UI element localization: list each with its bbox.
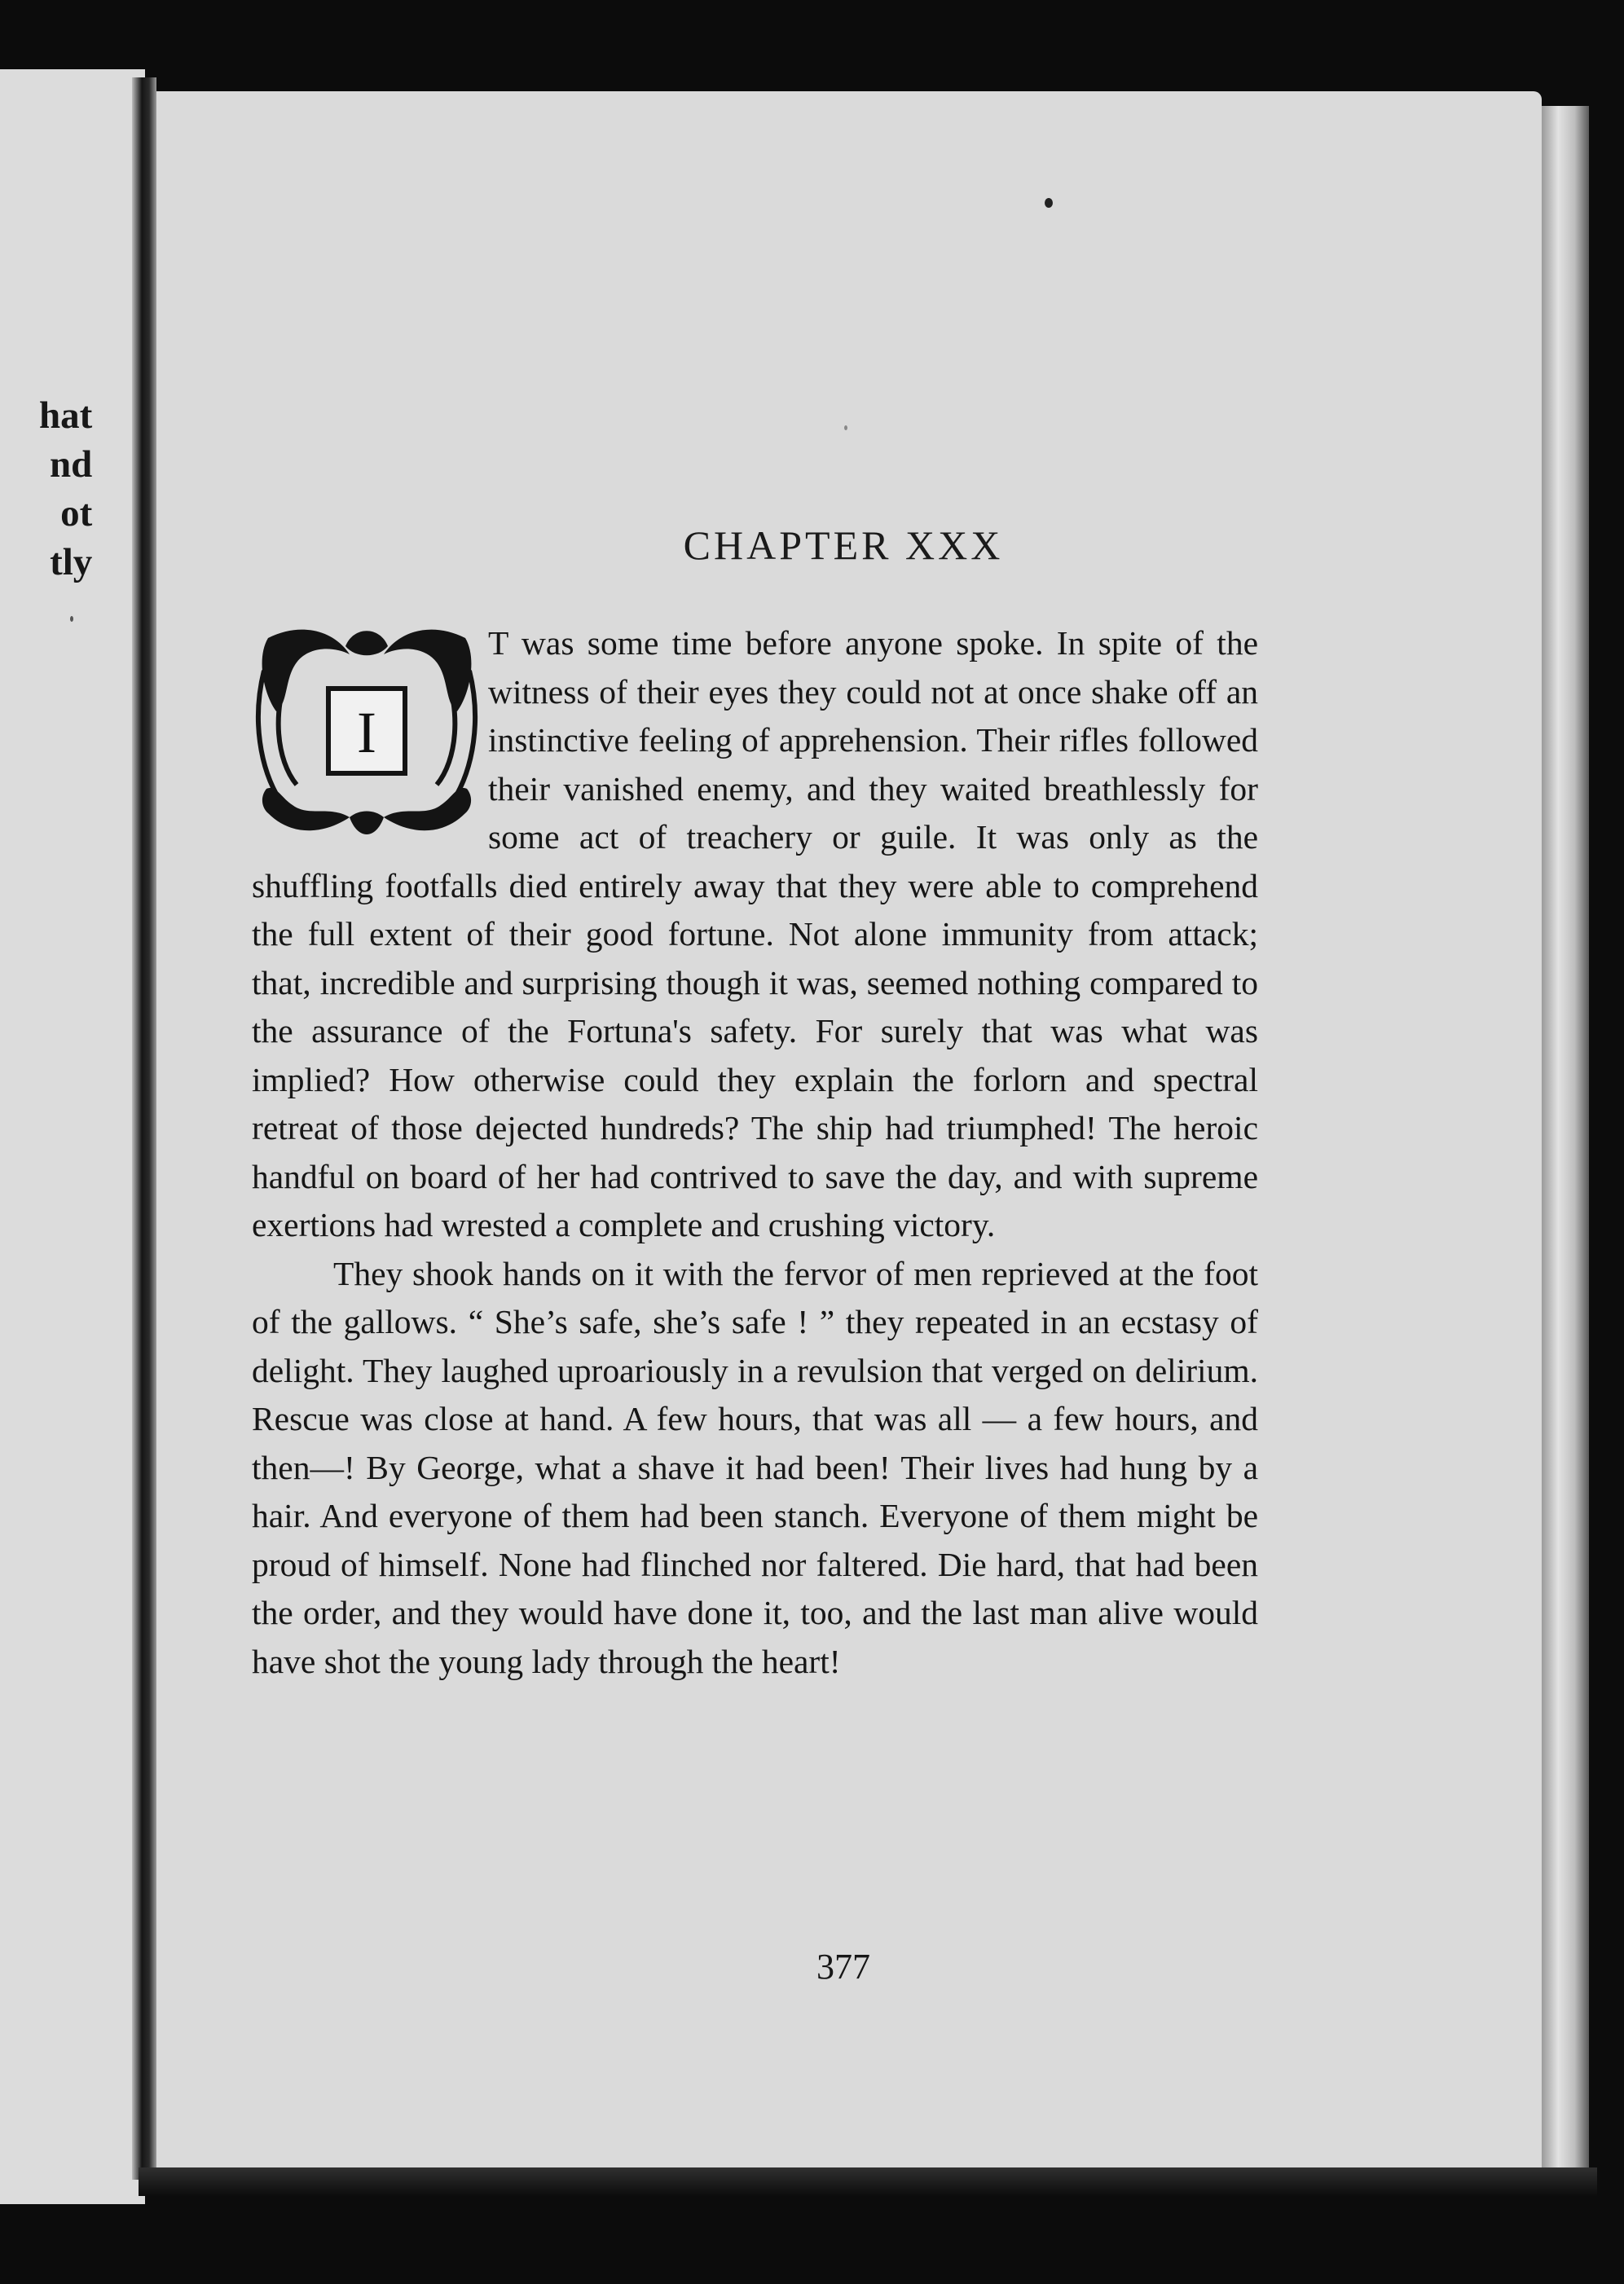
left-fragment: nd (50, 443, 93, 486)
ink-speck (1045, 198, 1053, 208)
left-page-text-fragments (39, 391, 92, 587)
left-fragment: hat (39, 394, 93, 437)
left-page (0, 69, 145, 2204)
ink-speck (844, 425, 847, 430)
paragraph-1 (252, 619, 1258, 1250)
paragraph-1-text: T was some time before anyone spoke. In spite of the witness of their eyes they could not at once shake off an instinctive feeling of apprehension. Their rifles followed their vanished enemy, and they waited breathlessly for some act of treachery or guile. It was only as the shuffling footfalls died entirely away that they were able to comprehend the full extent of their good fortune. Not alone immunity from attack; that, incredible and surprising though it was, seemed nothing compared to the assurance of the Fortuna's safety. For surely that was what was implied? How otherwise could they explain the forlorn and spectral retreat of those dejected hundreds? The ship had triumphed! The heroic handful on board of her had contrived to save the day, and with supreme exertions had wrested a complete and crushing victory. (252, 624, 1258, 1243)
chapter-title: CHAPTER XXX (683, 522, 1004, 568)
book-gutter (132, 77, 156, 2180)
paragraph-2: They shook hands on it with the fervor of men reprieved at the foot of the gallows. “ She’s safe, she’s safe ! ” they repeated in an ecstasy of delight. They laughed uproariously in a revulsion that verged on delirium. Rescue was close at hand. A few hours, that was all — a few hours, and then—! By George, what a shave it had been! Their lives had hung by a hair. And everyone of them had been stanch. Everyone of them might be proud of himself. None had flinched nor faltered. Die hard, that had been the order, and they would have done it, too, and the last man alive would have shot the young lady through the heart! (252, 1254, 1258, 1680)
page-number: 377 (816, 1947, 870, 1987)
ink-speck (70, 616, 73, 622)
book-bottom-edge (139, 2167, 1597, 2196)
drop-cap-space (252, 619, 488, 856)
left-fragment: tly (50, 541, 93, 583)
drop-cap-letter: I (357, 699, 376, 765)
left-fragment: ot (60, 492, 93, 535)
page-edge (1542, 106, 1589, 2192)
body-text (252, 619, 1258, 1686)
